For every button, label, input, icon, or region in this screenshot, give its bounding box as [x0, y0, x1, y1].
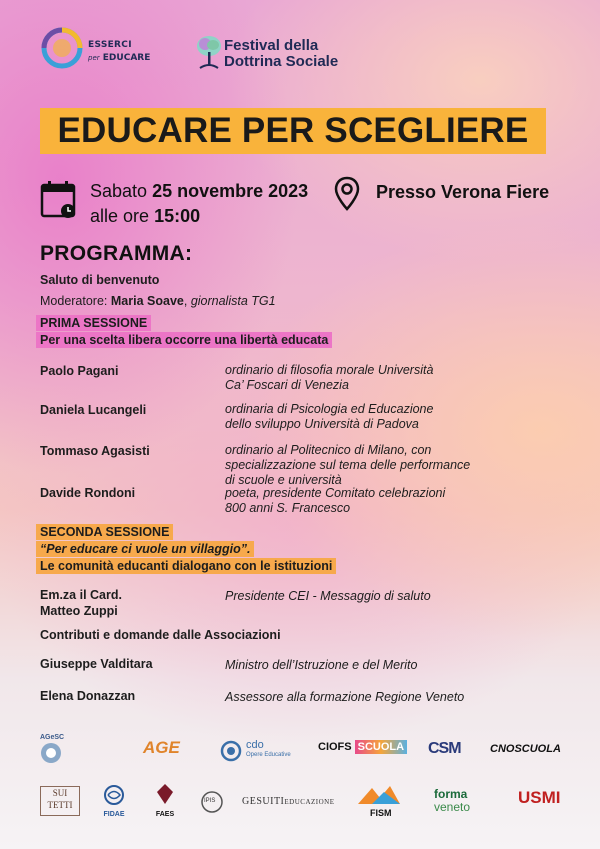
cardinal-name: Em.za il Card. Matteo Zuppi [40, 588, 122, 618]
page-title: EDUCARE PER SCEGLIERE [57, 111, 529, 150]
tree-icon [196, 34, 222, 70]
fidae-logo: FIDAE [100, 784, 128, 820]
title-banner [40, 108, 546, 154]
ipis-logo: IPIS [200, 790, 230, 814]
speaker-role: ordinario di filosofia morale Università Ca’ Foscari di Venezia [225, 363, 434, 392]
location-pin-icon [334, 176, 360, 216]
cnos-scuola-logo: CNOSCUOLA [490, 743, 561, 755]
moderator-line: Moderatore: Maria Soave, giornalista TG1 [40, 294, 276, 308]
speaker-name: Paolo Pagani [40, 364, 119, 378]
speaker-name: Giuseppe Valditara [40, 657, 153, 671]
esserci-logo-icon [40, 26, 84, 70]
speaker-name: Tommaso Agasisti [40, 444, 150, 458]
session1-label: PRIMA SESSIONE [36, 315, 151, 331]
contributions-line: Contributi e domande dalle Associazioni [40, 628, 281, 642]
session1-subtitle: Per una scelta libera occorre una libertà educata [36, 332, 332, 348]
speaker-name: Davide Rondoni [40, 486, 136, 500]
cardinal-role: Presidente CEI - Messaggio di saluto [225, 589, 431, 603]
welcome-text: Saluto di benvenuto [40, 273, 160, 287]
session2-subtitle2: Le comunità educanti dialogano con le istituzioni [36, 558, 336, 574]
event-time: alle ore 15:00 [90, 206, 201, 226]
festival-logo [196, 34, 386, 78]
program-heading: PROGRAMMA: [40, 242, 193, 265]
event-date: Sabato 25 novembre 2023 [90, 181, 309, 201]
speaker-role: ordinaria di Psicologia ed Educazione dello sviluppo Università di Padova [225, 402, 434, 431]
speaker-name: Elena Donazzan [40, 689, 136, 703]
speaker-role: poeta, presidente Comitato celebrazioni 800 anni S. Francesco [225, 486, 446, 515]
speaker-role: ordinario al Politecnico di Milano, con specializzazione sul tema delle performance di scuole e università [225, 443, 471, 487]
usmi-logo: USMI [518, 788, 561, 807]
csm-logo: CSM [428, 740, 461, 757]
speaker-role: Assessore alla formazione Regione Veneto [225, 690, 465, 704]
faes-logo: FAES [152, 782, 178, 820]
event-location: Presso Verona Fiere [376, 182, 550, 202]
ciofs-logo: CIOFS SCUOLA [318, 741, 407, 753]
sui-tetti-logo: SUI TETTI [40, 786, 80, 816]
forma-veneto-logo: forma veneto [434, 787, 471, 814]
logo1-line1: ESSERCI [88, 40, 132, 50]
session2-label: SECONDA SESSIONE [36, 524, 173, 540]
fism-logo: FISM [356, 784, 406, 820]
session2-subtitle1: “Per educare ci vuole un villaggio”. [36, 541, 254, 557]
gesuiti-educazione-logo: GESUITIEDUCAZIONE [242, 796, 335, 807]
age-logo: AGE [143, 738, 180, 757]
speaker-role: Ministro dell’Istruzione e del Merito [225, 658, 418, 672]
festival-logo-text: Festival della Dottrina Sociale [224, 37, 339, 70]
calendar-icon [40, 180, 78, 224]
esserci-per-educare-logo [40, 26, 180, 78]
speaker-name: Daniela Lucangeli [40, 403, 147, 417]
logo1-line2: per EDUCARE [88, 53, 151, 63]
cdo-logo: cdo Opere Educative [220, 738, 300, 766]
agesc-logo: AGeSC [40, 734, 110, 766]
